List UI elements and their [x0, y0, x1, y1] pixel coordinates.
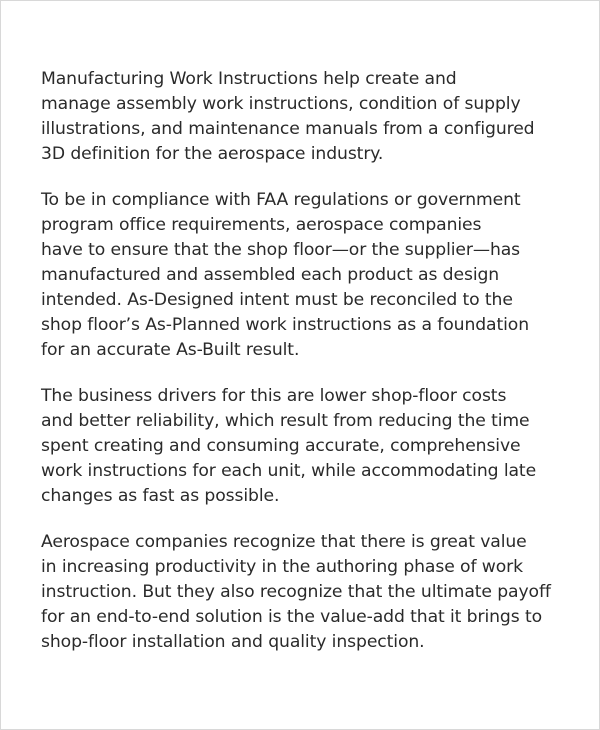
- paragraph-1: [41, 67, 600, 167]
- text-line: for an end-to-end solution is the value-add that it brings to: [41, 607, 543, 627]
- text-line: To be in compliance with FAA regulations or government: [41, 190, 521, 210]
- text-line: shop-floor installation and quality inspection.: [41, 632, 425, 652]
- document-body: [41, 67, 600, 676]
- text-line: The business drivers for this are lower shop-floor costs: [41, 386, 507, 406]
- paragraph-3: [41, 384, 600, 509]
- text-line: in increasing productivity in the authoring phase of work: [41, 557, 523, 577]
- text-line: for an accurate As-Built result.: [41, 340, 300, 360]
- text-line: manage assembly work instructions, condition of supply: [41, 94, 521, 114]
- text-line: 3D definition for the aerospace industry.: [41, 144, 384, 164]
- text-line: and better reliability, which result from reducing the time: [41, 411, 530, 431]
- text-line: program office requirements, aerospace companies: [41, 215, 482, 235]
- text-line: have to ensure that the shop floor—or the supplier—has: [41, 240, 521, 260]
- text-line: manufactured and assembled each product as design: [41, 265, 500, 285]
- text-line: work instructions for each unit, while accommodating late: [41, 461, 537, 481]
- text-line: shop floor’s As-Planned work instructions as a foundation: [41, 315, 529, 335]
- text-line: Aerospace companies recognize that there is great value: [41, 532, 527, 552]
- text-line: spent creating and consuming accurate, comprehensive: [41, 436, 521, 456]
- text-line: changes as fast as possible.: [41, 486, 280, 506]
- text-line: intended. As-Designed intent must be reconciled to the: [41, 290, 513, 310]
- text-line: Manufacturing Work Instructions help create and: [41, 69, 457, 89]
- paragraph-2: [41, 188, 600, 363]
- text-line: illustrations, and maintenance manuals from a configured: [41, 119, 535, 139]
- paragraph-4: [41, 530, 600, 655]
- text-line: instruction. But they also recognize that the ultimate payoff: [41, 582, 551, 602]
